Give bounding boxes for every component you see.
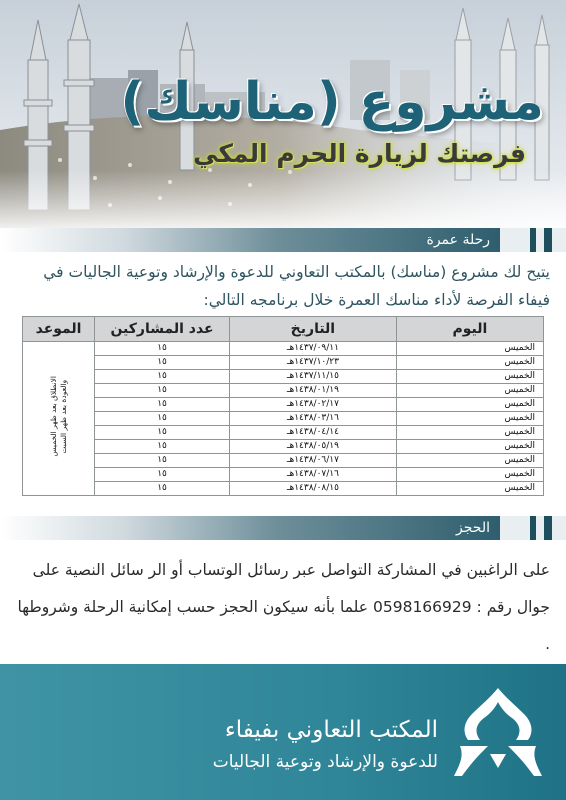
header-count: عدد المشاركين	[95, 317, 230, 342]
mosque-dome-logo-icon	[450, 684, 546, 780]
row-day-cell: الخميس	[396, 342, 543, 356]
footer-org-name: المكتب التعاوني بفيفاء	[224, 717, 438, 743]
row-count-cell: ١٥	[95, 398, 230, 412]
row-date-cell: ١٤٣٨/٠٥/١٩هـ	[229, 440, 396, 454]
row-count-cell: ١٥	[95, 370, 230, 384]
header-day: اليوم	[396, 317, 543, 342]
row-count-cell: ١٥	[95, 468, 230, 482]
row-day-cell: الخميس	[396, 482, 543, 496]
row-count-cell: ١٥	[95, 426, 230, 440]
row-date-cell: ١٤٣٨/٠٨/١٥هـ	[229, 482, 396, 496]
umrah-section-bar	[0, 228, 566, 252]
row-day-cell: الخميس	[396, 440, 543, 454]
row-day-cell: الخميس	[396, 384, 543, 398]
row-date-cell: ١٤٣٧/١٠/٢٣هـ	[229, 356, 396, 370]
intro-paragraph: يتيح لك مشروع (مناسك) بالمكتب التعاوني للدعوة والإرشاد وتوعية الجاليات في فيفاء الفرصة لأداء مناسك العمرة خلال برنامجه التالي:	[43, 263, 550, 309]
row-date-cell: ١٤٣٨/٠٦/١٧هـ	[229, 454, 396, 468]
row-date-cell: ١٤٣٨/٠١/١٩هـ	[229, 384, 396, 398]
table-row	[23, 412, 544, 426]
time-note-return: والعودة بعد ظهر السبت	[58, 379, 68, 453]
table-row	[23, 398, 544, 412]
table-row	[23, 454, 544, 468]
umrah-section-label: رحلة عمرة	[426, 232, 490, 248]
footer-org-subtitle: للدعوة والإرشاد وتوعية الجاليات	[212, 752, 438, 772]
section-bar-gradient	[0, 516, 500, 540]
section-bar-stripe	[544, 228, 552, 252]
row-date-cell: ١٤٣٨/٠٧/١٦هـ	[229, 468, 396, 482]
table-row	[23, 426, 544, 440]
hero-banner	[0, 0, 566, 230]
booking-paragraph: على الراغبين في المشاركة التواصل عبر رسائل الوتساب أو الر سائل النصية على جوال رقم : 0598166929 علما بأنه سيكون الحجز حسب إمكانية الرحلة وشروطها .	[17, 561, 550, 653]
project-title: مشروع (مناسك)	[120, 72, 544, 132]
section-bar-stripe	[530, 228, 536, 252]
row-date-cell: ١٤٣٧/٠٩/١١هـ	[229, 342, 396, 356]
row-count-cell: ١٥	[95, 482, 230, 496]
row-date-cell: ١٤٣٧/١١/١٥هـ	[229, 370, 396, 384]
row-day-cell: الخميس	[396, 356, 543, 370]
row-date-cell: ١٤٣٨/٠٤/١٤هـ	[229, 426, 396, 440]
row-day-cell: الخميس	[396, 398, 543, 412]
header-date: التاريخ	[229, 317, 396, 342]
row-date-cell: ١٤٣٨/٠٣/١٦هـ	[229, 412, 396, 426]
table-row	[23, 356, 544, 370]
row-date-cell: ١٤٣٨/٠٢/١٧هـ	[229, 398, 396, 412]
schedule-body	[23, 342, 544, 496]
time-note	[49, 376, 69, 457]
section-bar-stripe	[530, 516, 536, 540]
booking-section-bar	[0, 516, 566, 540]
time-note-cell	[23, 342, 95, 496]
row-day-cell: الخميس	[396, 454, 543, 468]
table-row	[23, 370, 544, 384]
schedule-table	[22, 316, 544, 496]
row-day-cell: الخميس	[396, 426, 543, 440]
table-row	[23, 384, 544, 398]
section-bar-gradient	[0, 228, 500, 252]
time-note-departure: الانطلاق بعد ظهر الخميس	[48, 375, 58, 457]
table-header-row	[23, 317, 544, 342]
table-row	[23, 440, 544, 454]
section-bar-stripe	[544, 516, 552, 540]
row-day-cell: الخميس	[396, 412, 543, 426]
table-row	[23, 342, 544, 356]
booking-section-label: الحجز	[456, 520, 490, 536]
header-time: الموعد	[23, 317, 95, 342]
row-count-cell: ١٥	[95, 356, 230, 370]
row-day-cell: الخميس	[396, 370, 543, 384]
footer-banner	[0, 664, 566, 800]
table-row	[23, 468, 544, 482]
row-count-cell: ١٥	[95, 342, 230, 356]
row-count-cell: ١٥	[95, 412, 230, 426]
table-row	[23, 482, 544, 496]
row-count-cell: ١٥	[95, 384, 230, 398]
row-count-cell: ١٥	[95, 440, 230, 454]
row-count-cell: ١٥	[95, 454, 230, 468]
row-day-cell: الخميس	[396, 468, 543, 482]
project-subtitle: فرصتك لزيارة الحرم المكي	[193, 139, 526, 168]
